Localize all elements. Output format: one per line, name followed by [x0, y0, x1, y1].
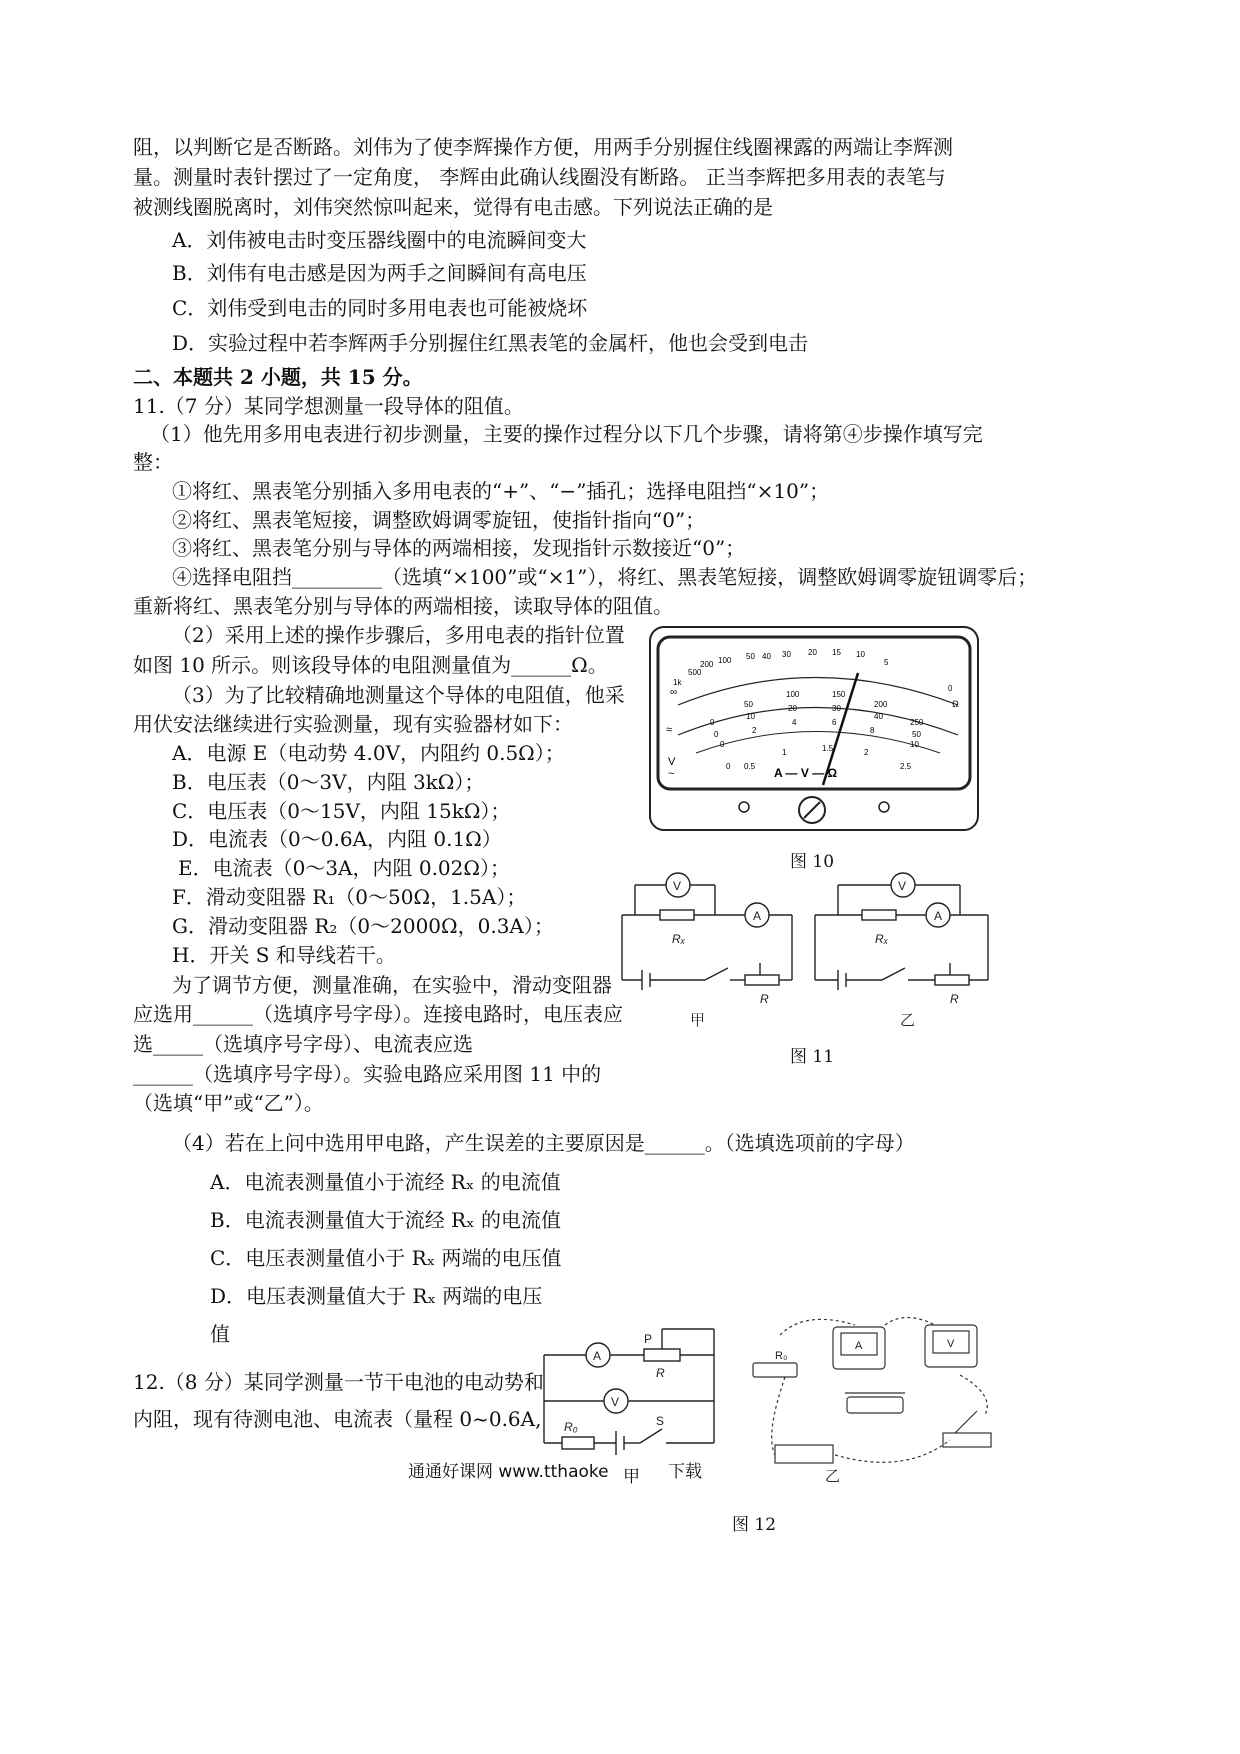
v-tick: 8: [870, 726, 875, 735]
q10-line-3: 被测线圈脱离时，刘伟突然惊叫起来，觉得有电击感。下列说法正确的是: [133, 195, 773, 219]
rx-label: Rₓ: [672, 932, 686, 946]
switch-label: S: [656, 1414, 665, 1428]
equipment-f: F．滑动变阻器 R₁（0～50Ω，1.5A）；: [172, 885, 527, 909]
voltmeter-label: V: [898, 879, 907, 893]
q11-part1-a: （1）他先用多用电表进行初步测量，主要的操作过程分以下几个步骤，请将第④步操作填写完: [150, 422, 983, 446]
q11-step-4: ④选择电阻挡_________（选填“×100”或“×1”），将红、黑表笔短接，调整欧姆调零旋钮调零后；: [172, 565, 1038, 589]
ac-tick: 2.5: [900, 762, 912, 771]
q10-line-2: 量。测量时表针摆过了一定角度， 李辉由此确认线圈没有断路。 正当李辉把多用表的表笔与: [133, 165, 946, 189]
equipment-d: D．电流表（0～0.6A，内阻 0.1Ω）: [172, 827, 502, 851]
dc-tick: 250: [910, 718, 924, 727]
ammeter-label: A: [753, 909, 762, 923]
ammeter-label: A: [934, 909, 943, 923]
q11-fill-5: （选填“甲”或“乙”）。: [133, 1091, 324, 1115]
equipment-g: G．滑动变阻器 R₂（0～2000Ω，0.3A）；: [172, 914, 554, 938]
equipment-e: E．电流表（0～3A，内阻 0.02Ω）；: [178, 856, 510, 880]
voltmeter-label: V: [611, 1395, 620, 1409]
q12-line-2: 内阻，现有待测电池、电流表（量程 0~0.6A,: [133, 1407, 542, 1431]
ohm-tick: 20: [808, 648, 817, 657]
voltmeter-label: V: [947, 1338, 955, 1350]
footer-site: 通通好课网 www.tthaoke: [408, 1462, 609, 1482]
equipment-a: A．电源 E（电动势 4.0V，内阻约 0.5Ω）；: [172, 741, 565, 765]
q10-option-c: C．刘伟受到电击的同时多用电表也可能被烧坏: [172, 296, 588, 320]
ammeter-label: A: [593, 1349, 602, 1363]
circuit-jia-label: 甲: [690, 1012, 706, 1029]
mid-tick: 0: [714, 730, 719, 739]
r-label: R: [760, 992, 769, 1006]
v-tick: 2: [752, 726, 757, 735]
ac-tick: 1: [782, 748, 787, 757]
q11-part4-d: D．电压表测量值大于 Rₓ 两端的电压: [210, 1284, 543, 1308]
q11-part4-a: A．电流表测量值小于流经 Rₓ 的电流值: [210, 1170, 561, 1194]
dc-tick: 100: [786, 690, 800, 699]
fig12-apparatus: [745, 1315, 1005, 1485]
q11-part1-b: 整：: [133, 450, 173, 474]
rx-label: Rₓ: [875, 932, 889, 946]
ac-tick: 0: [726, 762, 731, 771]
ac-tick: 2: [864, 748, 869, 757]
q10-option-d: D．实验过程中若李辉两手分别握住红黑表笔的金属杆，他也会受到电击: [172, 331, 809, 355]
q11-part4: （4）若在上问中选用甲电路，产生误差的主要原因是______。（选填选项前的字母）: [172, 1131, 915, 1155]
ohm-tick: 100: [718, 656, 732, 665]
dc-tick: 0: [710, 718, 715, 727]
q10-option-b: B．刘伟有电击感是因为两手之间瞬间有高电压: [172, 261, 587, 285]
equipment-b: B．电压表（0～3V，内阻 3kΩ）；: [172, 770, 485, 794]
meter-label: A — V — Ω: [774, 766, 838, 780]
ohm-tick: 200: [700, 660, 714, 669]
ohm-tick: 500: [688, 668, 702, 677]
fig12-circuit: [540, 1325, 720, 1465]
dc-tick: 50: [744, 700, 753, 709]
q11-part4-b: B．电流表测量值大于流经 Rₓ 的电流值: [210, 1208, 561, 1232]
r-label: R: [656, 1366, 665, 1380]
equipment-h: H．开关 S 和导线若干。: [172, 943, 396, 967]
slider-p-label: P: [644, 1332, 653, 1346]
fig11-caption: 图 11: [790, 1047, 835, 1067]
fig10-caption: 图 10: [790, 852, 835, 872]
q11-part4-c: C．电压表测量值小于 Rₓ 两端的电压值: [210, 1246, 562, 1270]
voltmeter-label: V: [673, 879, 682, 893]
q11-fill-3: 选_____（选填序号字母）、电流表应选: [133, 1032, 473, 1056]
r0-label: R₀: [564, 1420, 578, 1434]
ohm-tick: 10: [856, 650, 865, 659]
ohm-tick: 30: [782, 650, 791, 659]
q11-fill-2: 应选用______（选填序号字母）。连接电路时，电压表应: [133, 1002, 623, 1026]
fig12-jia-label: 甲: [623, 1467, 640, 1487]
q10-line-1: 阻，以判断它是否断路。刘伟为了使李辉操作方便，用两手分别握住线圈裸露的两端让李辉测: [133, 135, 953, 159]
q12-line-1: 12.（8 分）某同学测量一节干电池的电动势和: [133, 1370, 544, 1394]
mid-tick: 30: [832, 704, 841, 713]
ohm-tick: 1k: [673, 678, 682, 687]
v-symbol: V: [668, 756, 676, 768]
ohm-unit: Ω: [952, 699, 959, 709]
q11-step-4-cont: 重新将红、黑表笔分别与导体的两端相接，读取导体的阻值。: [133, 594, 673, 618]
q11-part3-b: 用伏安法继续进行实验测量，现有实验器材如下：: [133, 712, 573, 736]
dc-tick: 200: [874, 700, 888, 709]
ohm-tick: 15: [832, 648, 841, 657]
circuit-yi-label: 乙: [900, 1012, 916, 1029]
ohm-tick: 50: [746, 652, 755, 661]
q11-title: 11.（7 分）某同学想测量一段导体的阻值。: [133, 394, 524, 418]
fig11-circuits: [620, 865, 990, 1035]
q11-fill-4: ______（选填序号字母）。实验电路应采用图 11 中的: [133, 1062, 602, 1086]
v-tick: 6: [832, 718, 837, 727]
v-tick: 4: [792, 718, 797, 727]
q11-part2-a: （2）采用上述的操作步骤后，多用电表的指针位置: [172, 623, 625, 647]
q11-step-2: ②将红、黑表笔短接，调整欧姆调零旋钮，使指针指向“0”；: [172, 508, 706, 532]
ohm-tick: 5: [884, 658, 889, 667]
ac-tick: 0.5: [744, 762, 756, 771]
section-heading: 二、本题共 2 小题，共 15 分。: [133, 365, 423, 389]
ohm-tick: 40: [762, 652, 771, 661]
q11-part4-d-cont: 值: [210, 1322, 230, 1346]
mid-tick: 50: [912, 730, 921, 739]
mid-tick: 40: [874, 712, 883, 721]
r-label: R: [950, 992, 959, 1006]
multimeter-figure: [648, 625, 980, 835]
v-tick: 0: [720, 740, 725, 749]
q11-fill-1: 为了调节方便，测量准确，在实验中，滑动变阻器: [172, 973, 612, 997]
ac-symbol: ≈: [666, 724, 673, 736]
mid-tick: 20: [788, 704, 797, 713]
equipment-c: C．电压表（0～15V，内阻 15kΩ）；: [172, 799, 511, 823]
r0-label: R₀: [775, 1350, 788, 1362]
q10-option-a: A．刘伟被电击时变压器线圈中的电流瞬间变大: [172, 228, 587, 252]
ohm-tick: ∞: [670, 687, 678, 698]
dc-tick: 150: [832, 690, 846, 699]
apparatus-yi-label: 乙: [825, 1468, 841, 1485]
fig12-caption: 图 12: [732, 1515, 777, 1535]
q11-part2-b: 如图 10 所示。则该段导体的电阻测量值为______Ω。: [133, 653, 608, 677]
ac-tick: 1.5: [822, 744, 834, 753]
v-tick: 10: [910, 740, 919, 749]
ohm-tick: 0: [948, 684, 953, 693]
q11-step-3: ③将红、黑表笔分别与导体的两端相接，发现指针示数接近“0”；: [172, 536, 746, 560]
q11-part3-a: （3）为了比较精确地测量这个导体的电阻值，他采: [172, 683, 625, 707]
q11-step-1: ①将红、黑表笔分别插入多用电表的“+”、“−”插孔；选择电阻挡“×10”；: [172, 479, 830, 503]
mid-tick: 10: [746, 712, 755, 721]
ammeter-label: A: [855, 1340, 863, 1352]
tilde-symbol: ~: [668, 768, 675, 780]
footer-download: 下载: [668, 1462, 702, 1482]
